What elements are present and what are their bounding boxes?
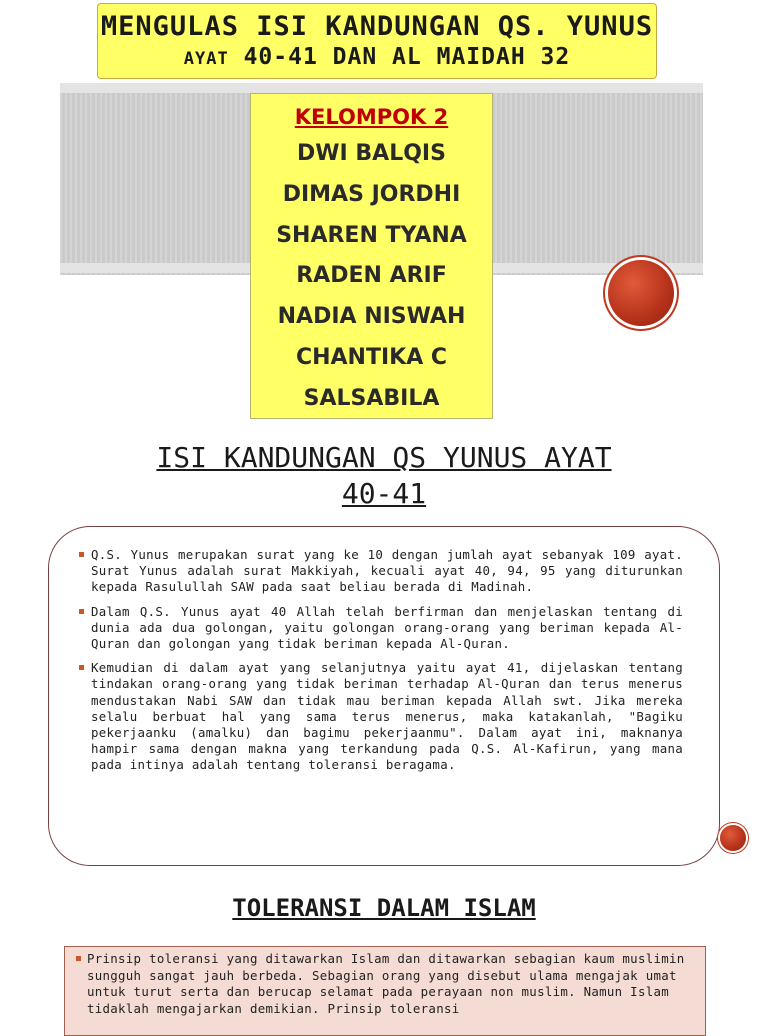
slide3-heading: TOLERANSI DALAM ISLAM [232, 894, 536, 922]
title-word-ayat: AYAT [183, 49, 229, 69]
member-name: DIMAS JORDHI [282, 181, 461, 207]
member-name: NADIA NISWAH [277, 304, 466, 330]
title-line-2-rest: 40-41 DAN AL MAIDAH 32 [243, 44, 571, 70]
member-name: RADEN ARIF [296, 263, 447, 289]
bullet-item: Kemudian di dalam ayat yang selanjutnya yaitu ayat 41, dijelaskan tentang tindakan orang-orang yang tidak beriman terhadap Al-Quran dan terus menerus mendustakan Nabi SAW dan tidak mau beriman kepada Allah swt. Jika mereka selalu berbuat hal yang sama terus menerus, maka katakanlah, "Bagiku pekerjaanku (amalku) dan bagimu pekerjaanmu". Dalam ayat ini, maknanya hampir sama dengan makna yang terkandung pada Q.S. Al-Kafirun, yang mana pada intinya adalah tentang toleransi beragama. [91, 660, 683, 773]
decorative-circle-small [720, 825, 746, 851]
heading-line-1: ISI KANDUNGAN QS YUNUS AYAT [156, 441, 612, 474]
group-label: KELOMPOK 2 [294, 105, 449, 129]
toleransi-box [64, 946, 706, 1036]
title-line-1: MENGULAS ISI KANDUNGAN QS. YUNUS [100, 11, 654, 42]
bullet-item: Prinsip toleransi yang ditawarkan Islam dan ditawarkan sebagian kaum muslimin sungguh sangat jauh berbeda. Sebagian orang yang disebut ulama mengajak umat untuk turut serta dan berucap selamat pada perayaan non muslim. Namun Islam tidaklah mengajarkan demikian. Prinsip toleransi [87, 951, 693, 1017]
content-card [48, 526, 720, 866]
bullet-item: Dalam Q.S. Yunus ayat 40 Allah telah berfirman dan menjelaskan tentang di dunia ada dua golongan, yaitu golongan orang-orang yang beriman kepada Al-Quran dan golongan yang tidak beriman kepada Al-Quran. [91, 603, 683, 652]
title-line-2 [98, 42, 656, 74]
bullet-list [91, 547, 683, 774]
heading-line-2: 40-41 [341, 477, 427, 510]
group-members-box [250, 93, 493, 419]
decorative-circle [608, 260, 674, 326]
member-name: DWI BALQIS [297, 141, 446, 166]
member-name: SALSABILA [303, 385, 440, 411]
slide-title [0, 0, 768, 430]
slide2-heading [0, 440, 768, 512]
bullet-item: Q.S. Yunus merupakan surat yang ke 10 dengan jumlah ayat sebanyak 109 ayat. Surat Yunus adalah surat Makkiyah, kecuali ayat 40, 94, 95 yang diturunkan kepada Rasulullah SAW pada saat beliau berada di Madinah. [91, 547, 683, 595]
member-name: CHANTIKA C [295, 344, 448, 370]
member-name: SHAREN TYANA [276, 222, 467, 248]
band-stripe [60, 83, 703, 93]
title-box [97, 3, 657, 79]
bullet-list [87, 951, 693, 1017]
